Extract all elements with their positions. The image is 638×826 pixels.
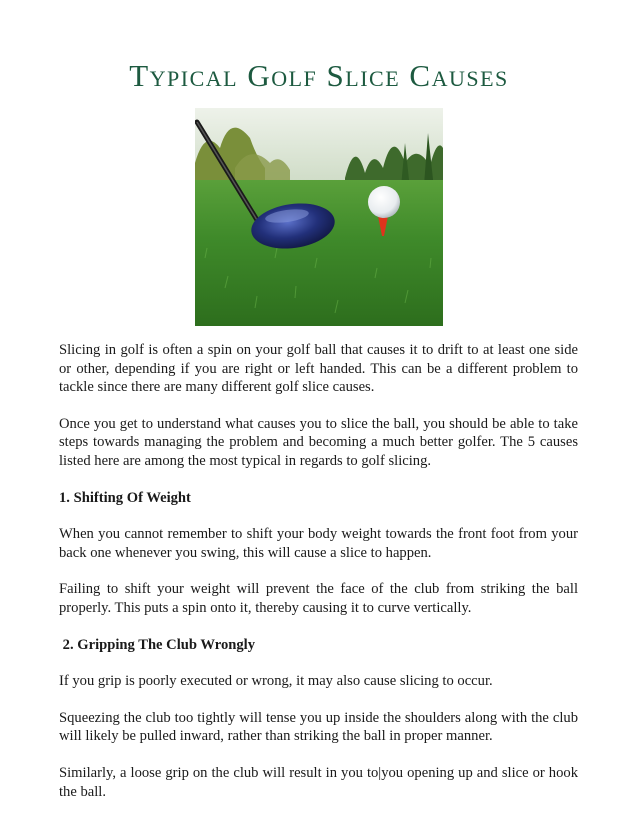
intro-paragraph-1: Slicing in golf is often a spin on your golf ball that causes it to drift to at least one side or other, depending if you are right or left handed. This can be a different problem to tackle since there are many different golf slice causes. <box>59 342 578 396</box>
section1-paragraph-1: When you cannot remember to shift your body weight towards the front foot from your back one whenever you swing, this will cause a slice to happen. <box>59 526 578 561</box>
page-title: Typical Golf Slice Causes <box>129 58 509 93</box>
section2-paragraph-1: If you grip is poorly executed or wrong, it may also cause slicing to occur. <box>59 673 493 690</box>
golf-photo <box>195 108 443 326</box>
article-body <box>59 341 578 819</box>
section-heading-2: 2. Gripping The Club Wrongly <box>59 636 256 653</box>
section1-paragraph-2: Failing to shift your weight will prevent the face of the club from striking the ball properly. This puts a spin onto it, thereby causing it to curve vertically. <box>59 581 578 616</box>
section2-paragraph-2: Squeezing the club too tightly will tense you up inside the shoulders along with the club will likely be pulled inward, rather than striking the ball in proper manner. <box>59 709 578 745</box>
section-heading-1: 1. Shifting Of Weight <box>59 489 191 506</box>
golf-club-and-ball-image <box>195 108 443 326</box>
intro-paragraph-2: Once you get to understand what causes you to slice the ball, you should be able to take steps towards managing the problem and becoming a much better golfer. The 5 causes listed here are among the most typical in regards to golf slicing. <box>59 415 578 469</box>
section2-paragraph-3: Similarly, a loose grip on the club will result in you to|you opening up and slice or hook the ball. <box>59 764 578 800</box>
